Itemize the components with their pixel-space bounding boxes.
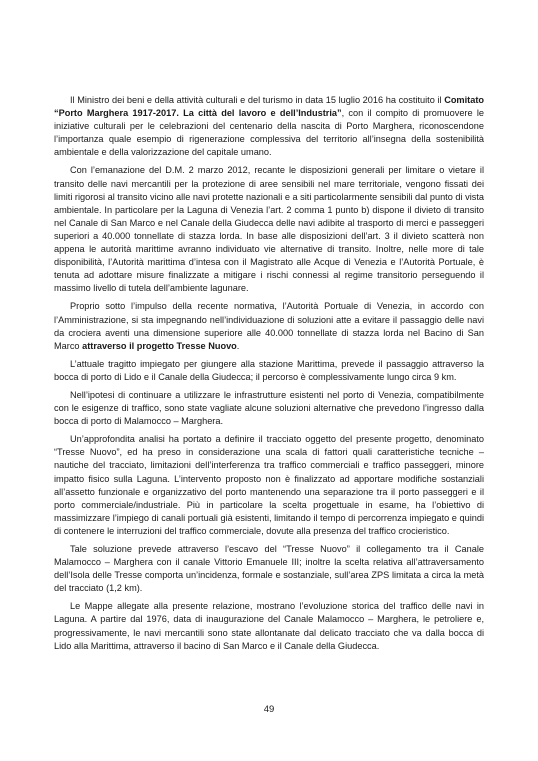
text-run: Il Ministro dei beni e della attività culturali e del turismo in data 15 luglio 2016 ha costituito il [70,95,445,105]
page-number: 49 [263,704,275,715]
text-run: L’attuale tragitto impiegato per giungere alla stazione Marittima, prevede il passaggio attraverso la bocca di porto di Lido e il Canale della Giudecca; il percorso è complessivamente lungo circa 9 km. [54,358,484,382]
text-run: Un’approfondita analisi ha portato a definire il tracciato oggetto del presente progetto, denominato “Tresse Nuovo”, ed ha preso in considerazione una scala di fattori quali caratteristiche tecniche – nautiche del tracciato, limitazioni dell’interferenza tra traffico commerciali e traffico passeggeri, minore impatto fisico sulla Laguna. L’intervento proposto non è finalizzato ad apportare modifiche sostanziali all’assetto funzionale e organizzativo del porto mantenendo una separazione tra il porto passeggeri e il porto commerciale/industriale. Più in particolare la scelta progettuale in esame, ha l’obiettivo di massimizzare l’impiego di canali portuali già esistenti, limitando il tempo di percorrenza impiegato e quindi di contenere le interruzioni del traffico commerciale, dovute alla presenza del traffico crocieristico. [54,434,484,536]
text-run: Tale soluzione prevede attraverso l’escavo del “Tresse Nuovo” il collegamento tra il Canale Malamocco – Marghera con il canale Vittorio Emanuele III; inoltre la scelta relativa all’attraversamento dell’Isola delle Tresse comporta un’incidenza, formale e sostanziale, sull’area ZPS limitata a circa la metà del tracciato (1,2 km). [54,544,484,594]
text-run: Con l’emanazione del D.M. 2 marzo 2012, recante le disposizioni generali per limitare o vietare il transito delle navi mercantili per la protezione di aree sensibili nel mare territoriale, vengono fissati dei limiti rigorosi al transito vicino alle navi protette nazionali e a siti particolarmente sensibili dal punto di vista ambientale. In particolare per la Laguna di Venezia l’art. 2 comma 1 punto b) dispone il divieto di transito nel Canale di San Marco e nel Canale della Giudecca delle navi adibite al trasporto di merci e passeggeri superiori a 40.000 tonnellate di stazza lorda. In base alle disposizioni dell’art. 3 il divieto scatterà non appena le autorità marittime avranno individuato vie alternative di transito. Inoltre, nelle more di tale disponibilità, l’Autorità marittima d’intesa con il Magistrato alle Acque di Venezia e l’Autorità Portuale, è tenuta ad adottare misure finalizzate a mitigare i rischi connessi al regime transitorio perseguendo il massimo livello di tutela dell’ambiente lagunare. [54,165,484,294]
text-run: Le Mappe allegate alla presente relazione, mostrano l’evoluzione storica del traffico delle navi in Laguna. A partire dal 1976, data di inaugurazione del Canale Malamocco – Marghera, le petroliere e, progressivamente, le navi mercantili sono state allontanate dal delicato tracciato che va dalla bocca di Lido alla Marittima, attraverso il bacino di San Marco e il Canale della Giudecca. [54,601,484,651]
body-text [54,94,484,658]
paragraph [54,94,484,159]
paragraph [54,358,484,384]
paragraph [54,300,484,352]
text-run: Proprio sotto l’impulso della recente normativa, l’Autorità Portuale di Venezia, in accordo con l’Amministrazione, si sta impegnando nell’individuazione di soluzioni atte a evitare il passaggio delle navi da crociera aventi una dimensione superiore alle 40.000 tonnellate di stazza lorda nel Bacino di San Marco [54,301,484,351]
paragraph [54,433,484,538]
text-run: . [236,340,240,351]
paragraph [54,543,484,595]
text-run: Nell’ipotesi di continuare a utilizzare le infrastrutture esistenti nel porto di Venezia, compatibilmente con le esigenze di traffico, sono state vagliate alcune soluzioni alternative che prevedono l’ingresso dalla bocca di porto di Malamocco – Marghera. [54,389,484,427]
text-run: , con il compito di promuovere le iniziative culturali per le celebrazioni del centenario della nascita di Porto Marghera, riconoscendone l’importanza quale esempio di rigenerazione complessiva del territorio all’insegna della sostenibilità ambientale e della valorizzazione del capitale umano. [54,108,484,158]
paragraph [54,389,484,428]
bold-text: attraverso il progetto Tresse Nuovo [82,340,237,351]
bold-text: Comitato “Porto Marghera 1917-2017. La città del lavoro e dell’Industria” [54,95,484,119]
paragraph [54,600,484,652]
paragraph [54,164,484,295]
